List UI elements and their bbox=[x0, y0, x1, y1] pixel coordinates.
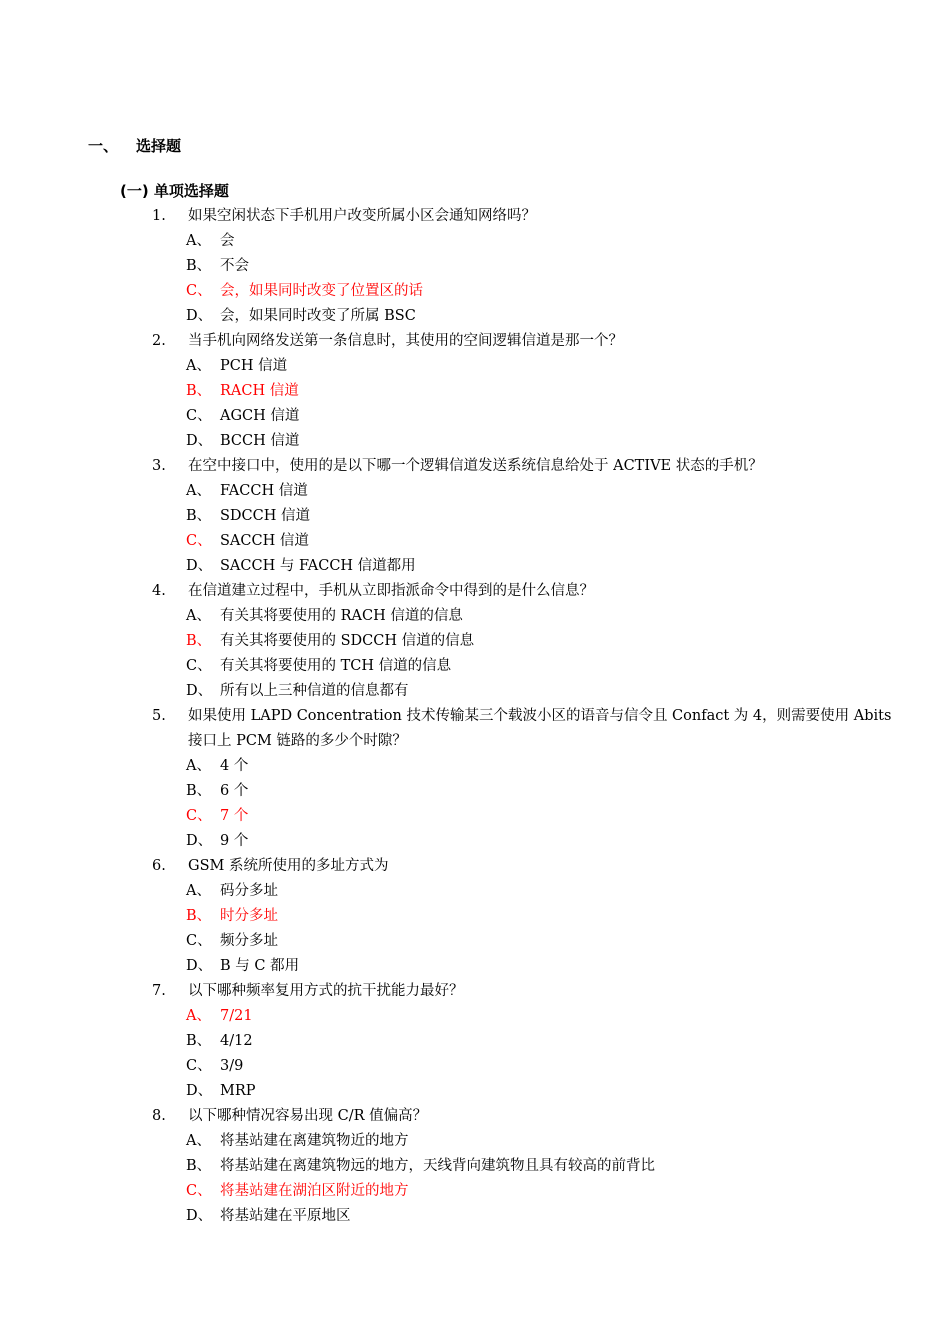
option-letter: A、 bbox=[186, 1008, 211, 1024]
option-text: 时分多址 bbox=[220, 908, 278, 924]
option-text: 6 个 bbox=[220, 783, 249, 799]
option-letter: C、 bbox=[186, 808, 212, 824]
question-number: 4. bbox=[152, 583, 166, 599]
option-letter: B、 bbox=[186, 383, 212, 399]
option-text: 会 bbox=[220, 233, 235, 249]
option-a bbox=[0, 754, 950, 779]
option-letter: A、 bbox=[186, 758, 211, 774]
option-a bbox=[0, 229, 950, 254]
option-text: 7 个 bbox=[220, 808, 249, 824]
question-number: 6. bbox=[152, 858, 166, 874]
option-text: B 与 C 都用 bbox=[220, 958, 300, 974]
option-letter: B、 bbox=[186, 258, 212, 274]
option-letter: C、 bbox=[186, 408, 212, 424]
question-number: 2. bbox=[152, 333, 166, 349]
question-stem bbox=[0, 1104, 894, 1129]
option-c bbox=[0, 1179, 950, 1204]
option-text: 有关其将要使用的 RACH 信道的信息 bbox=[220, 608, 463, 624]
option-text: 4 个 bbox=[220, 758, 249, 774]
option-letter: D、 bbox=[186, 683, 213, 699]
option-text: 有关其将要使用的 SDCCH 信道的信息 bbox=[220, 633, 475, 649]
question-list bbox=[0, 204, 950, 1229]
option-a bbox=[0, 604, 950, 629]
option-text: 频分多址 bbox=[220, 933, 278, 949]
option-c bbox=[0, 529, 950, 554]
question-text: 在信道建立过程中，手机从立即指派命令中得到的是什么信息？ bbox=[188, 583, 594, 599]
option-b bbox=[0, 904, 950, 929]
question-number: 7. bbox=[152, 983, 166, 999]
question-stem bbox=[0, 204, 894, 229]
option-text: PCH 信道 bbox=[220, 358, 288, 374]
option-letter: B、 bbox=[186, 633, 212, 649]
option-d bbox=[0, 829, 950, 854]
question-text: 以下哪种情况容易出现 C/R 值偏高？ bbox=[188, 1108, 428, 1124]
section-number: 一、 bbox=[88, 137, 119, 155]
option-text: RACH 信道 bbox=[220, 383, 299, 399]
option-text: SACCH 与 FACCH 信道都用 bbox=[220, 558, 416, 574]
question-number: 5. bbox=[152, 708, 166, 724]
option-d bbox=[0, 304, 950, 329]
option-letter: B、 bbox=[186, 908, 212, 924]
option-c bbox=[0, 1054, 950, 1079]
option-letter: D、 bbox=[186, 558, 213, 574]
question-number: 1. bbox=[152, 208, 166, 224]
option-b bbox=[0, 1029, 950, 1054]
option-text: SACCH 信道 bbox=[220, 533, 309, 549]
option-text: SDCCH 信道 bbox=[220, 508, 311, 524]
option-letter: A、 bbox=[186, 1133, 211, 1149]
option-letter: D、 bbox=[186, 958, 213, 974]
option-text: BCCH 信道 bbox=[220, 433, 300, 449]
question-text: 以下哪种频率复用方式的抗干扰能力最好？ bbox=[188, 983, 464, 999]
option-text: 所有以上三种信道的信息都有 bbox=[220, 683, 409, 699]
option-letter: A、 bbox=[186, 233, 211, 249]
option-text: AGCH 信道 bbox=[220, 408, 300, 424]
option-letter: C、 bbox=[186, 283, 212, 299]
option-letter: B、 bbox=[186, 783, 212, 799]
section-title: 选择题 bbox=[136, 137, 182, 155]
option-letter: A、 bbox=[186, 358, 211, 374]
question-6 bbox=[0, 854, 950, 979]
option-letter: C、 bbox=[186, 933, 212, 949]
option-letter: C、 bbox=[186, 533, 212, 549]
question-stem bbox=[0, 979, 894, 1004]
option-letter: A、 bbox=[186, 608, 211, 624]
option-c bbox=[0, 929, 950, 954]
option-text: 将基站建在离建筑物近的地方 bbox=[220, 1133, 409, 1149]
question-stem bbox=[0, 454, 894, 479]
option-letter: C、 bbox=[186, 658, 212, 674]
option-c bbox=[0, 279, 950, 304]
question-2 bbox=[0, 329, 950, 454]
option-d bbox=[0, 1079, 950, 1104]
question-stem bbox=[0, 329, 894, 354]
option-d bbox=[0, 429, 950, 454]
option-text: MRP bbox=[220, 1083, 256, 1099]
question-stem bbox=[0, 704, 894, 754]
subsection-heading: (一) 单项选择题 bbox=[120, 182, 229, 200]
option-a bbox=[0, 354, 950, 379]
question-text: 当手机向网络发送第一条信息时，其使用的空间逻辑信道是那一个？ bbox=[188, 333, 623, 349]
question-stem bbox=[0, 579, 894, 604]
question-4 bbox=[0, 579, 950, 704]
option-letter: C、 bbox=[186, 1058, 212, 1074]
option-c bbox=[0, 654, 950, 679]
option-d bbox=[0, 679, 950, 704]
option-a bbox=[0, 1129, 950, 1154]
option-d bbox=[0, 554, 950, 579]
option-text: 会，如果同时改变了位置区的话 bbox=[220, 283, 423, 299]
question-text: 如果使用 LAPD Concentration 技术传输某三个载波小区的语音与信令且 Confact 为 4，则需要使用 Abits 接口上 PCM 链路的多少个时隙？ bbox=[188, 708, 892, 749]
option-text: 将基站建在平原地区 bbox=[220, 1208, 351, 1224]
option-text: 码分多址 bbox=[220, 883, 278, 899]
option-b bbox=[0, 779, 950, 804]
option-letter: D、 bbox=[186, 308, 213, 324]
question-text: 如果空闲状态下手机用户改变所属小区会通知网络吗？ bbox=[188, 208, 536, 224]
question-text: 在空中接口中，使用的是以下哪一个逻辑信道发送系统信息给处于 ACTIVE 状态的手机？ bbox=[188, 458, 763, 474]
option-text: 不会 bbox=[220, 258, 249, 274]
option-b bbox=[0, 1154, 950, 1179]
option-text: 将基站建在离建筑物远的地方，天线背向建筑物且具有较高的前背比 bbox=[220, 1158, 655, 1174]
option-letter: B、 bbox=[186, 1033, 212, 1049]
option-letter: D、 bbox=[186, 833, 213, 849]
option-b bbox=[0, 254, 950, 279]
option-c bbox=[0, 404, 950, 429]
option-text: 9 个 bbox=[220, 833, 249, 849]
question-stem bbox=[0, 854, 894, 879]
question-7 bbox=[0, 979, 950, 1104]
question-number: 3. bbox=[152, 458, 166, 474]
question-number: 8. bbox=[152, 1108, 166, 1124]
option-letter: D、 bbox=[186, 1083, 213, 1099]
option-a bbox=[0, 879, 950, 904]
option-letter: B、 bbox=[186, 1158, 212, 1174]
option-b bbox=[0, 629, 950, 654]
option-b bbox=[0, 379, 950, 404]
option-d bbox=[0, 954, 950, 979]
option-text: 4/12 bbox=[220, 1033, 253, 1049]
question-1 bbox=[0, 204, 950, 329]
option-a bbox=[0, 1004, 950, 1029]
question-3 bbox=[0, 454, 950, 579]
option-letter: A、 bbox=[186, 483, 211, 499]
option-text: 将基站建在湖泊区附近的地方 bbox=[220, 1183, 409, 1199]
option-letter: D、 bbox=[186, 1208, 213, 1224]
option-d bbox=[0, 1204, 950, 1229]
question-5 bbox=[0, 704, 950, 854]
option-letter: C、 bbox=[186, 1183, 212, 1199]
option-letter: D、 bbox=[186, 433, 213, 449]
option-letter: B、 bbox=[186, 508, 212, 524]
question-8 bbox=[0, 1104, 950, 1229]
option-c bbox=[0, 804, 950, 829]
option-b bbox=[0, 504, 950, 529]
option-text: 3/9 bbox=[220, 1058, 244, 1074]
option-text: 有关其将要使用的 TCH 信道的信息 bbox=[220, 658, 452, 674]
option-text: FACCH 信道 bbox=[220, 483, 308, 499]
option-a bbox=[0, 479, 950, 504]
question-text: GSM 系统所使用的多址方式为 bbox=[188, 858, 389, 874]
option-text: 7/21 bbox=[220, 1008, 253, 1024]
option-letter: A、 bbox=[186, 883, 211, 899]
option-text: 会，如果同时改变了所属 BSC bbox=[220, 308, 416, 324]
